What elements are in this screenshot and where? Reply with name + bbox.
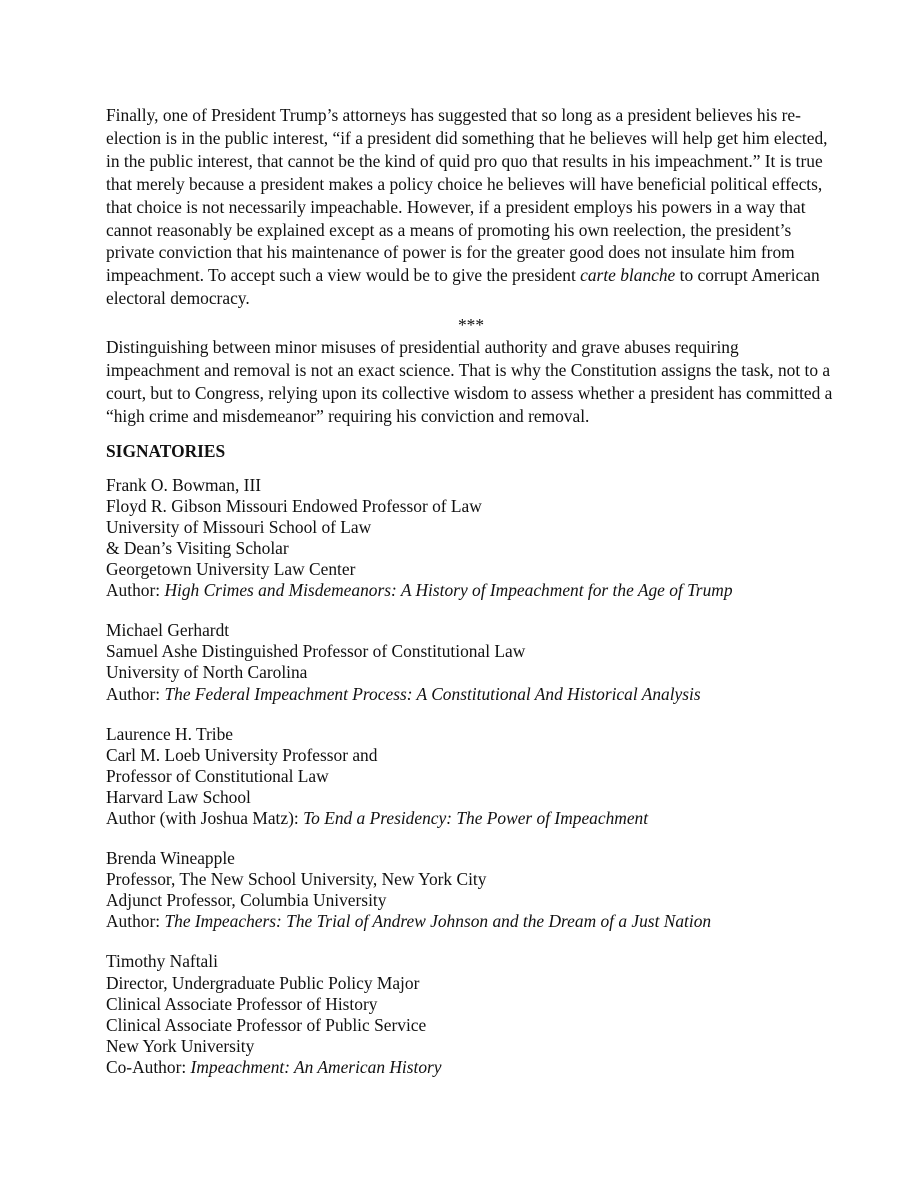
- book-title: The Federal Impeachment Process: A Constitutional And Historical Analysis: [164, 683, 701, 704]
- signatory-author-line: [106, 808, 836, 829]
- signatory-title: Clinical Associate Professor of History: [106, 993, 378, 1014]
- signatory-author-line: [106, 684, 836, 705]
- book-title: Impeachment: An American History: [190, 1056, 442, 1077]
- book-title: High Crimes and Misdemeanors: A History of Impeachment for the Age of Trump: [164, 580, 733, 601]
- signatory-affiliation: New York University: [106, 1035, 255, 1056]
- author-prefix: Author:: [106, 911, 165, 932]
- signatory-title: Professor, The New School University, New York City: [106, 869, 487, 890]
- signatory-name: Frank O. Bowman, III: [106, 474, 262, 495]
- intro-paragraph: [106, 104, 836, 310]
- signatory-title: Samuel Ashe Distinguished Professor of Constitutional Law: [106, 641, 526, 662]
- signatory-title: Carl M. Loeb University Professor and: [106, 744, 378, 765]
- signatory-author-line: [106, 911, 836, 932]
- section-separator: ***: [457, 315, 485, 336]
- book-title: To End a Presidency: The Power of Impeachment: [303, 808, 649, 828]
- author-prefix: Co-Author:: [106, 1056, 191, 1077]
- signatory-name: Brenda Wineapple: [106, 848, 235, 869]
- signatory-block: [106, 475, 836, 602]
- book-title: The Impeachers: The Trial of Andrew Johnson and the Dream of a Just Nation: [164, 911, 712, 932]
- signatories-heading: SIGNATORIES: [106, 440, 226, 461]
- signatory-author-line: [106, 1057, 836, 1078]
- signatory-affiliation: University of Missouri School of Law: [106, 516, 372, 537]
- author-prefix: Author:: [106, 683, 165, 704]
- signatory-title: Clinical Associate Professor of Public Service: [106, 1014, 427, 1035]
- signatory-author-line: [106, 580, 836, 601]
- signatory-block: [106, 620, 836, 704]
- signatory-affiliation: Georgetown University Law Center: [106, 559, 356, 580]
- author-prefix: Author:: [106, 580, 165, 601]
- signatory-block: [106, 951, 836, 1078]
- intro-paragraph-italic: carte blanche: [580, 265, 676, 286]
- signatory-name: Michael Gerhardt: [106, 620, 230, 641]
- signatory-title: Adjunct Professor, Columbia University: [106, 890, 387, 911]
- closing-paragraph: Distinguishing between minor misuses of presidential authority and grave abuses requiring impeachment and removal is not an exact science. That is why the Constitution assigns the task, not to a court, but to Congress, relying upon its collective wisdom to assess whether a president has committed a “high crime and misdemeanor” requiring his conviction and removal.: [106, 337, 833, 426]
- signatory-title: Floyd R. Gibson Missouri Endowed Professor of Law: [106, 495, 482, 516]
- signatory-title: Professor of Constitutional Law: [106, 765, 329, 786]
- author-prefix: Author (with Joshua Matz):: [106, 808, 304, 828]
- intro-paragraph-ending: to corrupt American electoral democracy.: [106, 265, 820, 309]
- signatory-affiliation: University of North Carolina: [106, 662, 308, 683]
- document-page: [106, 104, 836, 1097]
- signatory-block: [106, 848, 836, 932]
- signatory-title: & Dean’s Visiting Scholar: [106, 537, 289, 558]
- signatory-block: [106, 724, 836, 829]
- intro-paragraph-text: Finally, one of President Trump’s attorneys has suggested that so long as a president believes his re-election is in the public interest, “if a president did something that he believes will help get him elected, in the public interest, that cannot be the kind of quid pro quo that results in his impeachment.” It is true that merely because a president makes a policy choice he believes will have beneficial political effects, that choice is not necessarily impeachable. However, if a president employs his powers in a way that cannot reasonably be explained except as a means of promoting his own reelection, the president’s private conviction that his maintenance of power is for the greater good does not insulate him from impeachment. To accept such a view would be to give the president: [106, 105, 828, 286]
- signatory-name: Timothy Naftali: [106, 951, 218, 972]
- signatory-affiliation: Harvard Law School: [106, 786, 251, 807]
- signatory-name: Laurence H. Tribe: [106, 723, 234, 744]
- signatory-title: Director, Undergraduate Public Policy Major: [106, 972, 420, 993]
